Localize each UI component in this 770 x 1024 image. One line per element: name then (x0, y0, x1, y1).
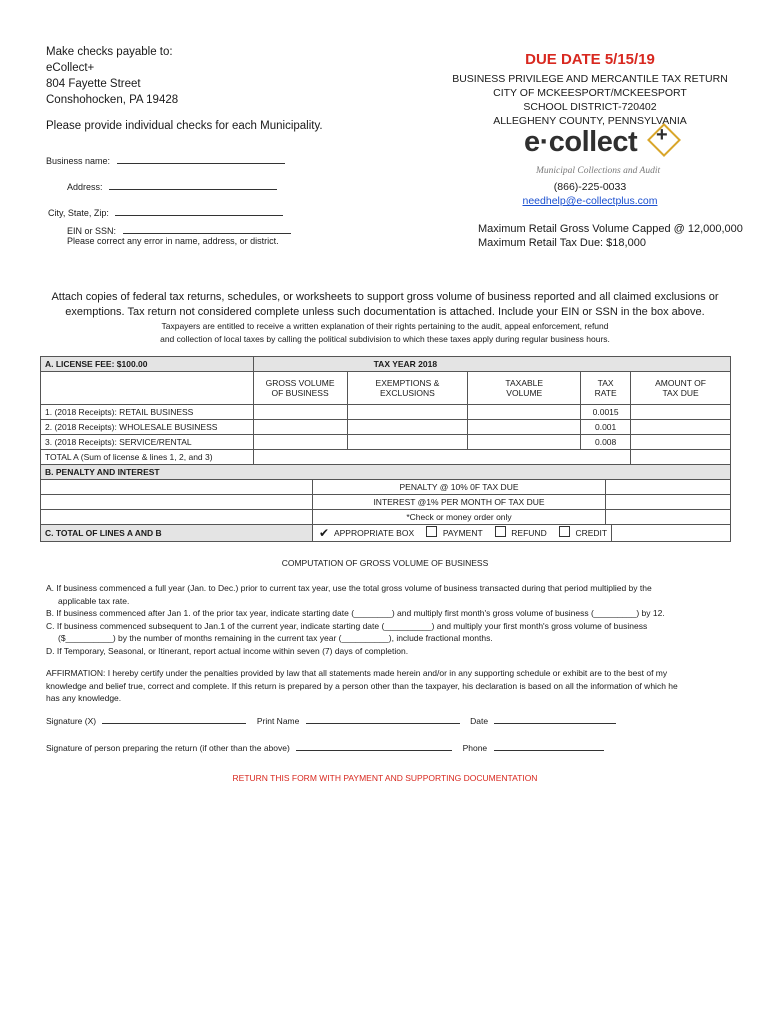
affirmation-line-1: AFFIRMATION: I hereby certify under the penalties provided by law that all statements made herein and/or in any supporting schedule or exhibit are to the best of my (46, 668, 668, 678)
gross-volume-header (253, 372, 347, 405)
business-name-input[interactable] (117, 154, 285, 164)
total-a-row (41, 450, 731, 465)
retail-taxable-input[interactable] (468, 405, 581, 420)
address-input[interactable] (109, 180, 277, 190)
business-name-label: Business name: (46, 156, 111, 166)
penalty-cell (41, 480, 731, 495)
instruction-line-1: Attach copies of federal tax returns, schedules, or worksheets to support gross volume of business reported and all claimed exclusions or (51, 291, 719, 303)
check-note-row (41, 510, 731, 525)
city-row (48, 206, 283, 218)
gross-volume-header-1: GROSS VOLUME (265, 378, 335, 388)
appropriate-box-label: APPROPRIATE BOX (333, 528, 415, 538)
penalty-input[interactable] (606, 480, 730, 494)
interest-blank (41, 495, 313, 509)
signature-input[interactable] (102, 714, 246, 724)
blank-header-cell (41, 372, 254, 405)
rule-c-line-2: ($__________) by the number of months remaining in the current tax year (__________), include fractional months. (58, 633, 493, 643)
table-row (41, 420, 731, 435)
rule-a-line-2: applicable tax rate. (58, 595, 130, 606)
amount-due-header-2: TAX DUE (662, 388, 699, 398)
wholesale-due-input[interactable] (631, 420, 731, 435)
wholesale-rate: 0.001 (581, 420, 631, 435)
wholesale-exempt-input[interactable] (347, 420, 468, 435)
ein-row (67, 224, 291, 236)
form-header (440, 50, 740, 128)
gross-volume-header-2: OF BUSINESS (271, 388, 329, 398)
taxable-volume-header (468, 372, 581, 405)
county: ALLEGHENY COUNTY, PENNSYLVANIA (493, 115, 687, 127)
retail-gross-input[interactable] (253, 405, 347, 420)
check-note-spare (606, 510, 730, 524)
penalty-head-row (41, 465, 731, 480)
checkmark-icon: ✔ (319, 526, 330, 540)
retail-due-input[interactable] (631, 405, 731, 420)
exemptions-header-2: EXCLUSIONS (380, 388, 435, 398)
payable-to-label: Make checks payable to: (46, 46, 173, 58)
tax-rate-header (581, 372, 631, 405)
max-volume: Maximum Retail Gross Volume Capped @ 12,000,000 (478, 223, 743, 235)
retail-label: 1. (2018 Receipts): RETAIL BUSINESS (41, 405, 254, 420)
amount-due-header-1: AMOUNT OF (655, 378, 706, 388)
computation-rules (46, 582, 726, 705)
rule-a-line-1: A. If business commenced a full year (Jan. to Dec.) prior to current tax year, use the total gross volume of business transacted during that period multiplied by the (46, 583, 652, 593)
amount-due-header (631, 372, 731, 405)
tax-rate-header-2: RATE (594, 388, 617, 398)
affirmation-line-2: knowledge and belief true, correct and complete. If this return is prepared by a person other than the taxpayer, his declaration is based on all the information of which he (46, 680, 678, 691)
penalty-row (41, 480, 731, 495)
interest-label: INTEREST @1% PER MONTH OF TAX DUE (313, 495, 606, 509)
rule-d: D. If Temporary, Seasonal, or Itinerant, report actual income within seven (7) days of completion. (46, 645, 409, 656)
business-name-row (46, 154, 285, 166)
city-label: City, State, Zip: (48, 208, 109, 218)
table-row (41, 405, 731, 420)
address-label: Address: (67, 182, 103, 192)
taxable-volume-header-2: VOLUME (506, 388, 543, 398)
instruction-line-2: exemptions. Tax return not considered complete unless such documentation is attached. Include your EIN or SSN in the box above. (65, 306, 705, 318)
payment-checkbox[interactable] (426, 526, 437, 537)
check-note: *Check or money order only (313, 510, 606, 524)
school-district: SCHOOL DISTRICT-720402 (523, 101, 657, 113)
instructions (40, 290, 730, 346)
preparer-input[interactable] (296, 741, 452, 751)
date-label: Date (470, 716, 489, 726)
retail-rate: 0.0015 (581, 405, 631, 420)
table-header-row (41, 372, 731, 405)
service-label: 3. (2018 Receipts): SERVICE/RENTAL (41, 435, 254, 450)
total-a-blank (253, 450, 630, 465)
ein-input[interactable] (123, 224, 291, 234)
tax-rate-header-1: TAX (597, 378, 614, 388)
interest-row (41, 495, 731, 510)
exemptions-header-1: EXEMPTIONS & (375, 378, 440, 388)
signature-row (46, 714, 616, 726)
wholesale-gross-input[interactable] (253, 420, 347, 435)
logo-text: e·collect (524, 126, 638, 158)
individual-checks-note: Please provide individual checks for each Municipality. (46, 120, 323, 132)
penalty-label: PENALTY @ 10% 0F TAX DUE (313, 480, 606, 494)
rule-b: B. If business commenced after Jan 1. of the prior tax year, indicate starting date (________) and multiply first month's gross volume of business (_________) by 12. (46, 608, 665, 618)
preparer-row (46, 741, 604, 753)
total-c-row (41, 525, 731, 542)
payment-label: PAYMENT (442, 528, 483, 538)
logo-tagline: Municipal Collections and Audit (536, 166, 661, 176)
payment-options (313, 525, 612, 541)
municipality: CITY OF MCKEESPORT/MCKEESPORT (493, 87, 687, 99)
wholesale-label: 2. (2018 Receipts): WHOLESALE BUSINESS (41, 420, 254, 435)
tax-caps (478, 222, 743, 250)
total-c-label: C. TOTAL OF LINES A AND B (41, 525, 313, 541)
total-a-label: TOTAL A (Sum of license & lines 1, 2, and 3) (41, 450, 254, 465)
payee-street: 804 Fayette Street (46, 78, 141, 90)
exemptions-header (347, 372, 468, 405)
refund-checkbox[interactable] (495, 526, 506, 537)
service-due-input[interactable] (631, 435, 731, 450)
date-input[interactable] (494, 714, 616, 724)
print-name-label: Print Name (256, 716, 300, 726)
address-row (67, 180, 277, 192)
rule-c-line-1: C. If business commenced subsequent to Jan.1 of the current year, indicate starting date (__________) and multiply your first month's gross volume of business (46, 620, 648, 631)
refund-label: REFUND (511, 528, 547, 538)
interest-input[interactable] (606, 495, 730, 509)
check-note-blank (41, 510, 313, 524)
payee-city: Conshohocken, PA 19428 (46, 94, 179, 106)
city-input[interactable] (115, 206, 283, 216)
table-row (41, 435, 731, 450)
credit-label: CREDIT (575, 528, 608, 538)
credit-checkbox[interactable] (559, 526, 570, 537)
computation-title: COMPUTATION OF GROSS VOLUME OF BUSINESS (281, 558, 489, 568)
interest-cell (41, 495, 731, 510)
ecollect-logo (524, 126, 684, 182)
service-taxable-input[interactable] (468, 435, 581, 450)
service-rate: 0.008 (581, 435, 631, 450)
retail-exempt-input[interactable] (347, 405, 468, 420)
check-note-cell (41, 510, 731, 525)
affirmation-line-3: has any knowledge. (46, 693, 122, 703)
taxable-volume-header-1: TAXABLE (505, 378, 544, 388)
service-exempt-input[interactable] (347, 435, 468, 450)
instruction-line-4: and collection of local taxes by calling the political subdivision to which these taxes apply during regular business hours. (160, 334, 610, 344)
penalty-blank (41, 480, 313, 494)
phone-number: (866)-225-0033 (553, 181, 627, 193)
correct-error-note: Please correct any error in name, address, or district. (67, 236, 279, 246)
max-tax: Maximum Retail Tax Due: $18,000 (478, 237, 646, 249)
instruction-line-3: Taxpayers are entitled to receive a written explanation of their rights pertaining to the audit, appeal enforcement, refund (161, 321, 609, 331)
mailing-info (46, 44, 323, 134)
email-link[interactable]: needhelp@e-collectplus.com (522, 195, 658, 207)
logo-plus-glyph: + (656, 124, 668, 146)
phone-label: Phone (462, 743, 488, 753)
license-fee-label: A. LICENSE FEE: $100.00 (41, 357, 254, 372)
contact-info (440, 180, 740, 208)
signature-label: Signature (X) (46, 716, 97, 726)
tax-year-label: TAX YEAR 2018 (253, 357, 730, 372)
ein-label: EIN or SSN: (67, 226, 117, 236)
form-title: BUSINESS PRIVILEGE AND MERCANTILE TAX RETURN (452, 73, 728, 85)
phone-input[interactable] (494, 741, 604, 751)
total-a-input[interactable] (631, 450, 731, 465)
wholesale-taxable-input[interactable] (468, 420, 581, 435)
license-fee-row (41, 357, 731, 372)
preparer-label: Signature of person preparing the return (if other than the above) (46, 743, 290, 753)
payee-name: eCollect+ (46, 62, 95, 74)
print-name-input[interactable] (306, 714, 460, 724)
penalty-head-label: B. PENALTY AND INTEREST (41, 465, 731, 480)
tax-table (40, 356, 731, 542)
return-notice: RETURN THIS FORM WITH PAYMENT AND SUPPORTING DOCUMENTATION (232, 773, 538, 783)
service-gross-input[interactable] (253, 435, 347, 450)
due-date: DUE DATE 5/15/19 (525, 51, 655, 68)
total-c-cell (41, 525, 731, 542)
